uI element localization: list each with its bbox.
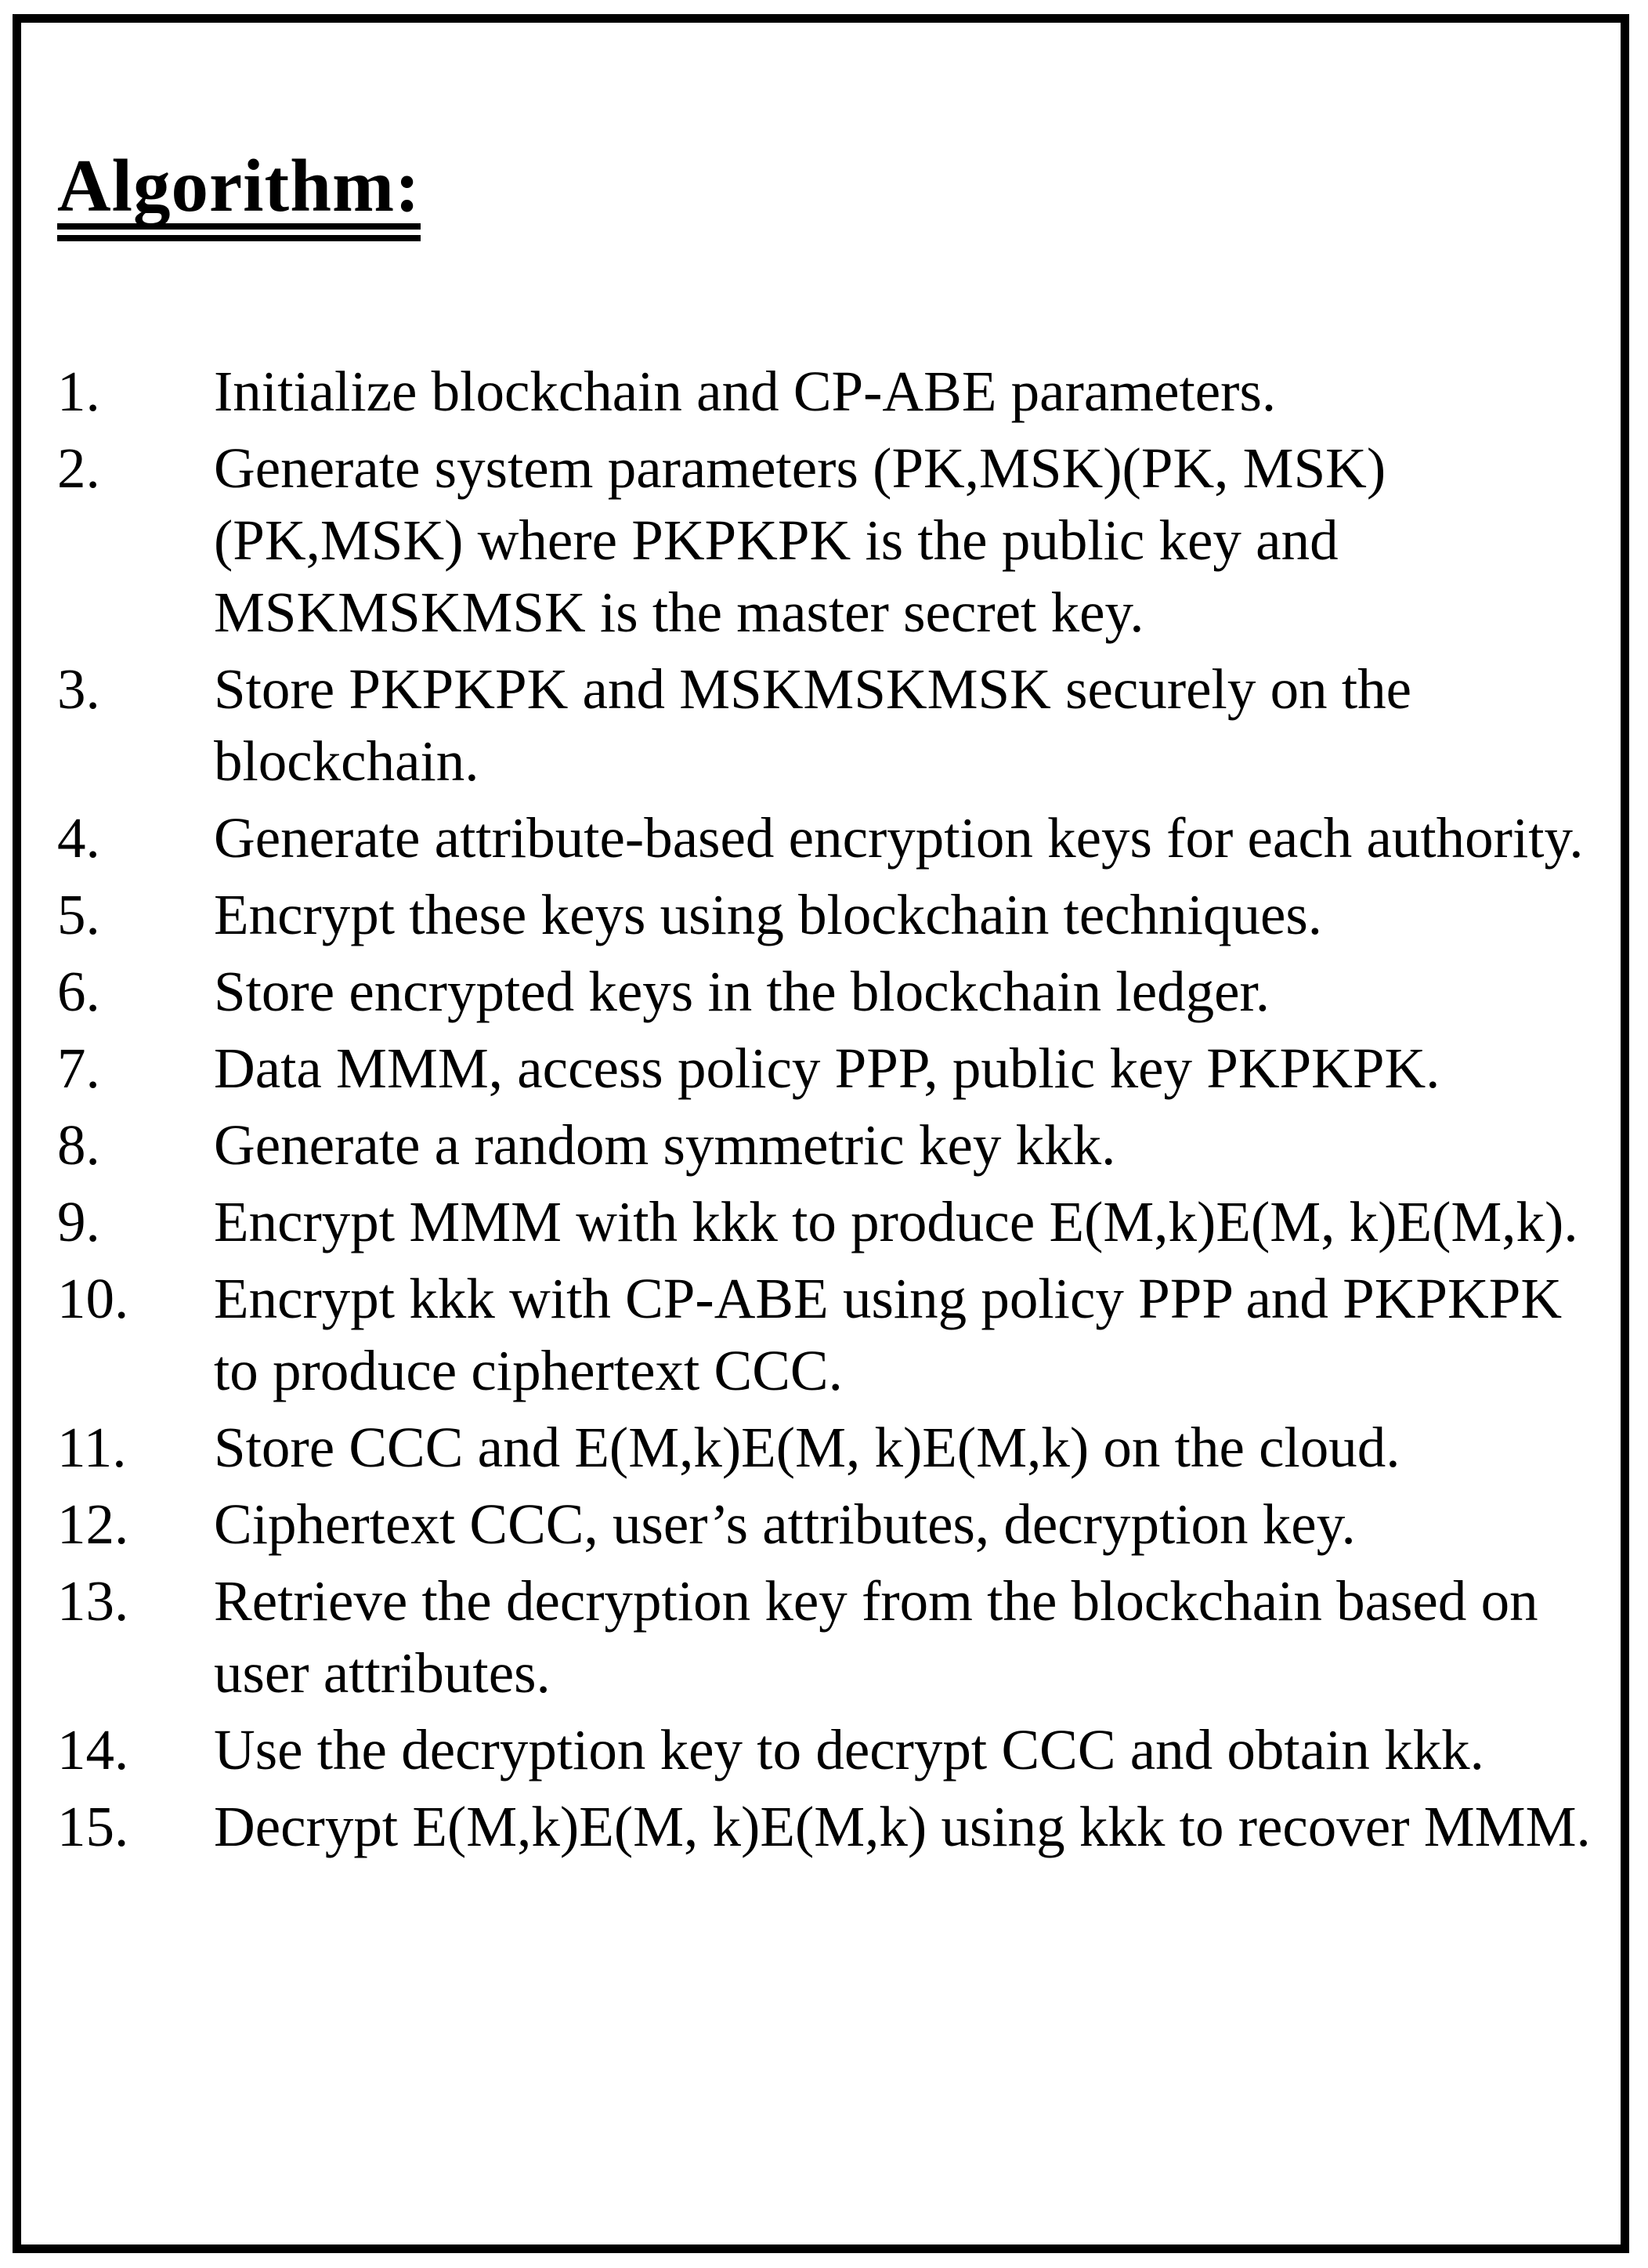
step-number: 5. xyxy=(57,883,100,947)
algorithm-step xyxy=(57,1109,1620,1181)
step-number: 12. xyxy=(57,1492,129,1557)
step-text: Store CCC and E(M,k)E(M, k)E(M,k) on the cloud. xyxy=(214,1416,1400,1480)
step-text: Generate system parameters (PK,MSK)(PK, MSK)(PK,MSK) where PKPKPK is the public key and MSKMSKMSK is the master secret key. xyxy=(214,436,1386,645)
step-text: Initialize blockchain and CP-ABE parameters. xyxy=(214,360,1277,424)
algorithm-steps-list xyxy=(57,356,1620,1863)
step-number: 4. xyxy=(57,806,100,870)
algorithm-step xyxy=(57,1565,1620,1709)
algorithm-step xyxy=(57,1412,1620,1484)
step-text: Store PKPKPK and MSKMSKMSK securely on the blockchain. xyxy=(214,657,1412,794)
step-number: 15. xyxy=(57,1795,129,1859)
step-text: Encrypt these keys using blockchain techniques. xyxy=(214,883,1323,947)
step-number: 1. xyxy=(57,360,100,424)
step-text: Use the decryption key to decrypt CCC and obtain kkk. xyxy=(214,1718,1484,1782)
algorithm-step xyxy=(57,432,1620,649)
algorithm-step xyxy=(57,956,1620,1028)
algorithm-step xyxy=(57,1488,1620,1561)
step-number: 8. xyxy=(57,1113,100,1177)
step-text: Data MMM, access policy PPP, public key PKPKPK. xyxy=(214,1036,1440,1101)
algorithm-step xyxy=(57,1791,1620,1863)
step-text: Store encrypted keys in the blockchain ledger. xyxy=(214,960,1270,1024)
algorithm-step xyxy=(57,802,1620,874)
step-text: Generate a random symmetric key kkk. xyxy=(214,1113,1116,1177)
algorithm-step xyxy=(57,1263,1620,1407)
step-number: 10. xyxy=(57,1267,129,1331)
step-number: 6. xyxy=(57,960,100,1024)
step-text: Encrypt kkk with CP-ABE using policy PPP and PKPKPK to produce ciphertext CCC. xyxy=(214,1267,1563,1403)
document-content xyxy=(57,0,1620,1868)
algorithm-step xyxy=(57,1714,1620,1786)
step-number: 3. xyxy=(57,657,100,722)
step-number: 13. xyxy=(57,1569,129,1633)
algorithm-step xyxy=(57,1186,1620,1258)
step-number: 7. xyxy=(57,1036,100,1101)
step-text: Generate attribute-based encryption keys for each authority. xyxy=(214,806,1584,870)
step-text: Encrypt MMM with kkk to produce E(M,k)E(M, k)E(M,k). xyxy=(214,1190,1578,1254)
step-number: 2. xyxy=(57,436,100,501)
algorithm-step xyxy=(57,1033,1620,1105)
algorithm-title: Algorithm: xyxy=(57,149,421,241)
algorithm-step xyxy=(57,879,1620,951)
step-number: 14. xyxy=(57,1718,129,1782)
step-number: 11. xyxy=(57,1416,127,1480)
algorithm-step xyxy=(57,356,1620,428)
step-text: Ciphertext CCC, user’s attributes, decryption key. xyxy=(214,1492,1356,1557)
step-number: 9. xyxy=(57,1190,100,1254)
step-text: Decrypt E(M,k)E(M, k)E(M,k) using kkk to recover MMM. xyxy=(214,1795,1591,1859)
step-text: Retrieve the decryption key from the blockchain based on user attributes. xyxy=(214,1569,1538,1706)
algorithm-step xyxy=(57,653,1620,798)
